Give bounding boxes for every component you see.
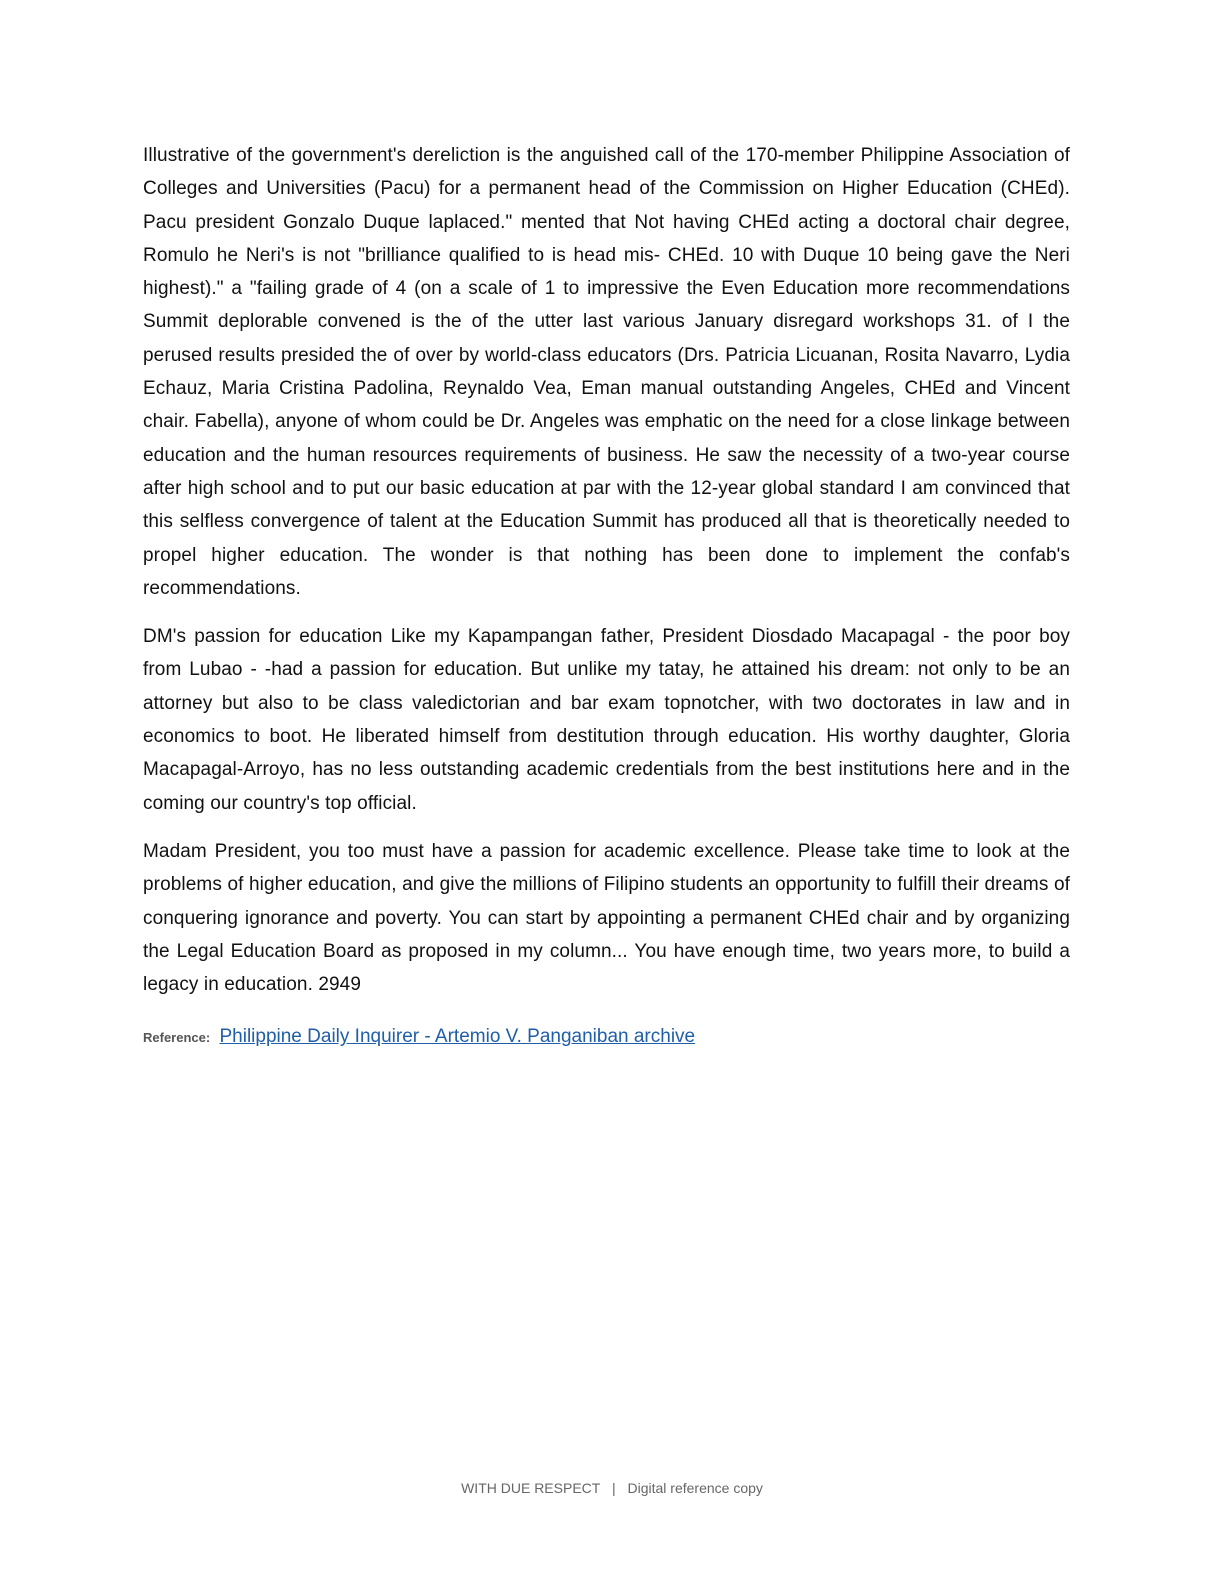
footer-title: WITH DUE RESPECT: [461, 1480, 601, 1496]
body-paragraph-3: Madam President, you too must have a passion for academic excellence. Please take time to look at the problems of higher education, and give the millions of Filipino students an opportunity to fulfill their dreams of conquering ignorance and poverty. You can start by appointing a permanent CHEd chair and by organizing the Legal Education Board as proposed in my column... You have enough time, two years more, to build a legacy in education. 2949: [143, 840, 1070, 996]
reference-label: Reference:: [143, 1030, 211, 1046]
reference-link[interactable]: Philippine Daily Inquirer - Artemio V. Panganiban archive: [219, 1026, 696, 1048]
body-paragraph-1: Illustrative of the government's dereliction is the anguished call of the 170-member Philippine Association of Colleges and Universities (Pacu) for a permanent head of the Commission on Higher Education (CHEd). Pacu president Gonzalo Duque laplaced." mented that Not having CHEd acting a doctoral chair degree, Romulo he Neri's is not "brilliance qualified to is head mis- CHEd. 10 with Duque 10 being gave the Neri highest)." a "failing grade of 4 (on a scale of 1 to impressive the Even Education more recommendations Summit deplorable convened is the of the utter last various January disregard workshops 31. of I the perused results presided the of over by world-class educators (Drs. Patricia Licuanan, Rosita Navarro, Lydia Echauz, Maria Cristina Padolina, Reynaldo Vea, Eman manual outstanding Angeles, CHEd and Vincent chair. Fabella), anyone of whom could be Dr. Angeles was emphatic on the need for a close linkage between education and the human resources requirements of business. He saw the necessity of a two-year course after high school and to put our basic education at par with the 12-year global standard I am convinced that this selfless convergence of talent at the Education Summit has produced all that is theoretically needed to propel higher education. The wonder is that nothing has been done to implement the confab's recommendations.: [143, 145, 1070, 599]
footer-separator: |: [611, 1480, 616, 1496]
reference-line: [143, 1023, 1070, 1052]
page-footer: [0, 1478, 1224, 1498]
body-paragraph-2: DM's passion for education Like my Kapampangan father, President Diosdado Macapagal - the poor boy from Lubao - -had a passion for education. But unlike my tatay, he attained his dream: not only to be an attorney but also to be class valedictorian and bar exam topnotcher, with two doctorates in law and in economics to boot. He liberated himself from destitution through education. His worthy daughter, Gloria Macapagal-Arroyo, has no less outstanding academic credentials from the best institutions here and in the coming our country's top official.: [143, 626, 1070, 814]
footer-subtitle: Digital reference copy: [627, 1480, 763, 1496]
document-page: [143, 139, 1070, 1052]
